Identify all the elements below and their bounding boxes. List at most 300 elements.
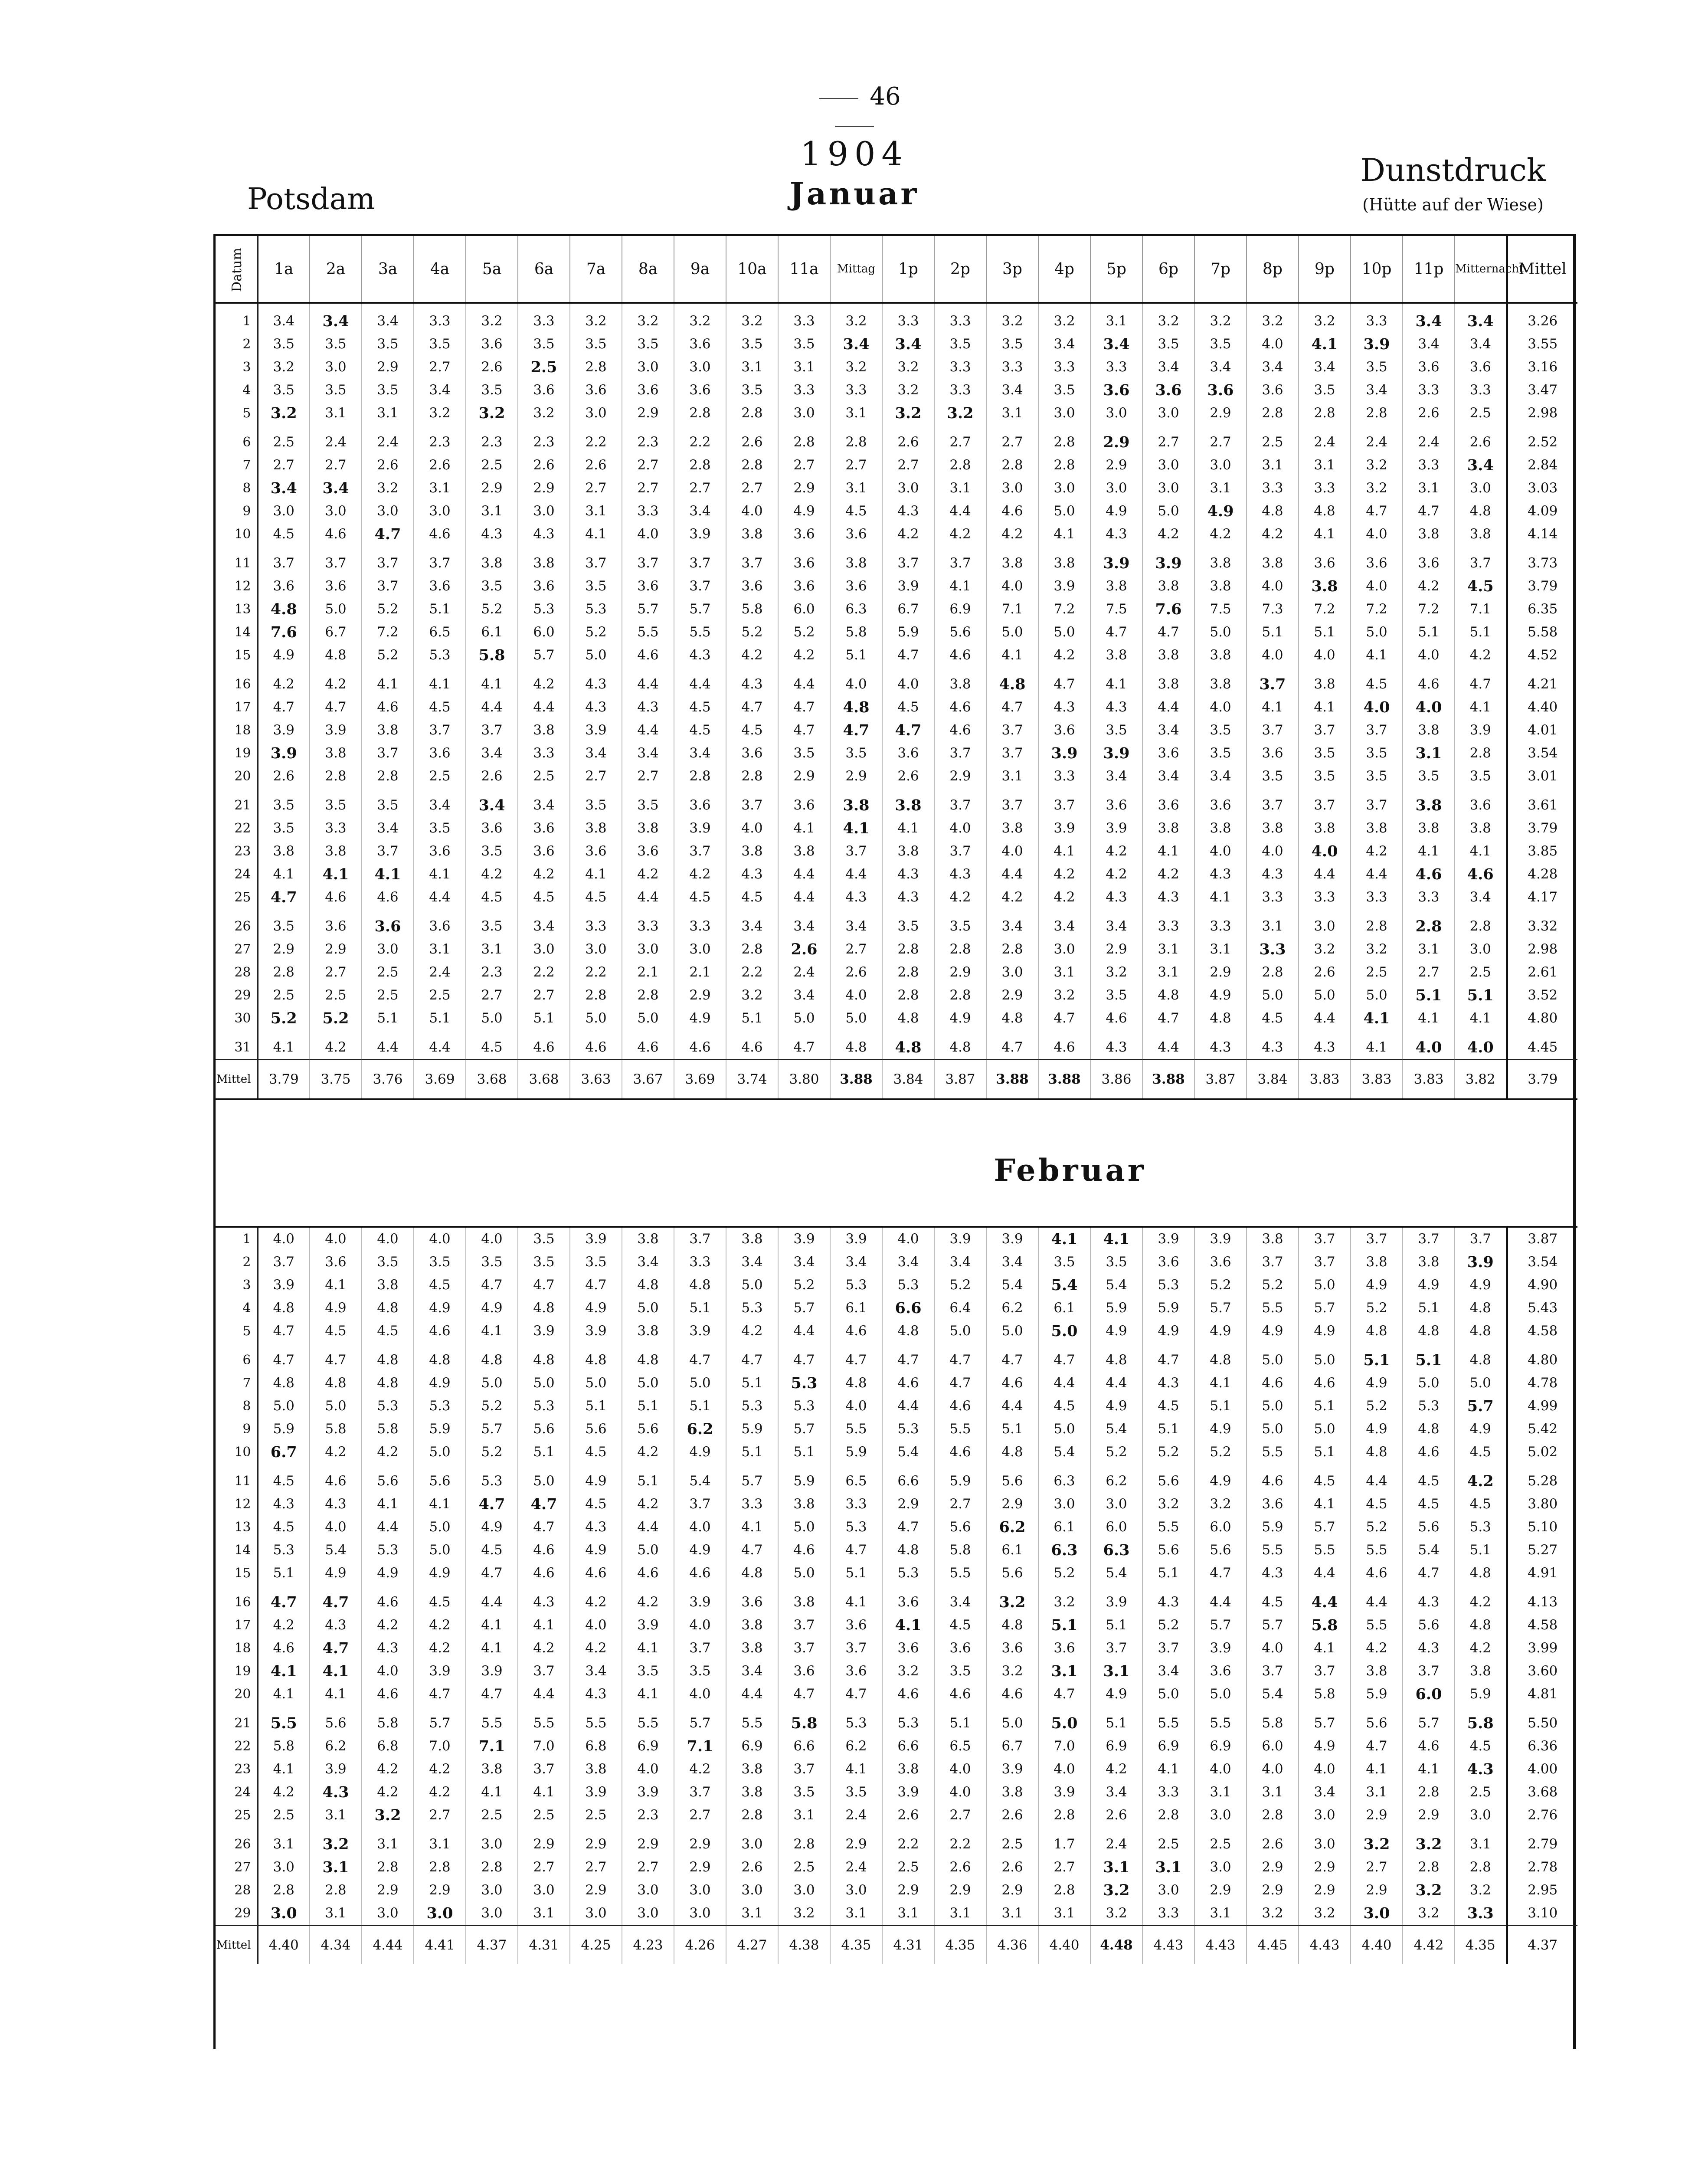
hourly-value: 4.9 xyxy=(1090,1320,1142,1343)
hourly-value: 5.2 xyxy=(362,644,414,667)
hourly-value: 3.7 xyxy=(1247,1660,1299,1683)
hourly-value: 5.1 xyxy=(1455,1539,1507,1562)
hourly-value: 4.1 xyxy=(1194,1372,1247,1395)
hourly-value: 4.0 xyxy=(1038,1758,1090,1781)
hourly-value: 4.8 xyxy=(986,1614,1038,1637)
day-label: 7 xyxy=(216,454,258,477)
hourly-value: 7.1 xyxy=(1455,598,1507,621)
hourly-value: 3.6 xyxy=(466,817,518,840)
hourly-value: 4.6 xyxy=(518,1539,570,1562)
hourly-value: 5.5 xyxy=(726,1706,778,1735)
hourly-value: 4.9 xyxy=(258,644,310,667)
hourly-value: 3.4 xyxy=(570,742,622,765)
hourly-value: 4.4 xyxy=(414,1030,466,1060)
hourly-value: 6.7 xyxy=(882,598,934,621)
hourly-value: 2.7 xyxy=(258,454,310,477)
header-hour xyxy=(1351,236,1403,303)
hourly-value: 4.0 xyxy=(1403,696,1455,719)
hourly-value: 3.6 xyxy=(1038,719,1090,742)
hourly-value: 3.8 xyxy=(1142,817,1194,840)
hourly-value: 3.6 xyxy=(1194,1251,1247,1274)
hourly-value: 4.8 xyxy=(1403,1418,1455,1441)
day-row xyxy=(216,1441,1577,1464)
hourly-value: 4.2 xyxy=(674,863,726,886)
day-label: 5 xyxy=(216,402,258,425)
hourly-value: 3.0 xyxy=(362,938,414,961)
daily-mean: 5.50 xyxy=(1507,1706,1577,1735)
hourly-value: 3.1 xyxy=(1038,1660,1090,1683)
hourly-value: 3.7 xyxy=(1351,1227,1403,1251)
hourly-value: 3.8 xyxy=(1194,575,1247,598)
hourly-value: 2.5 xyxy=(1142,1827,1194,1856)
hourly-value: 4.1 xyxy=(1299,696,1351,719)
hourly-value: 7.5 xyxy=(1090,598,1142,621)
day-row xyxy=(216,1227,1577,1251)
header-hour-label: 6p xyxy=(1158,260,1178,278)
hourly-value: 4.9 xyxy=(1142,1320,1194,1343)
hourly-value: 3.3 xyxy=(622,500,674,523)
hourly-value: 4.5 xyxy=(1403,1464,1455,1493)
hourly-value: 5.8 xyxy=(362,1706,414,1735)
hourly-value: 3.5 xyxy=(258,788,310,817)
hourly-value: 2.7 xyxy=(310,454,362,477)
hourly-value: 3.1 xyxy=(1194,1902,1247,1926)
hourly-value: 2.3 xyxy=(414,425,466,454)
hourly-value: 3.0 xyxy=(466,1827,518,1856)
hourly-value: 2.6 xyxy=(1299,961,1351,984)
hourly-value: 4.1 xyxy=(570,863,622,886)
daily-mean: 4.80 xyxy=(1507,1343,1577,1372)
hourly-value: 4.8 xyxy=(622,1274,674,1297)
hourly-value: 3.0 xyxy=(622,356,674,379)
hourly-value: 6.0 xyxy=(1247,1735,1299,1758)
hourly-value: 2.3 xyxy=(466,425,518,454)
hourly-value: 4.9 xyxy=(1090,1395,1142,1418)
hourly-value: 5.8 xyxy=(830,621,882,644)
hourly-mean: 3.76 xyxy=(362,1060,414,1100)
hourly-value: 2.9 xyxy=(622,1827,674,1856)
hourly-value: 3.8 xyxy=(726,1781,778,1804)
hourly-value: 3.7 xyxy=(1299,1227,1351,1251)
hourly-value: 5.2 xyxy=(310,1007,362,1030)
hourly-value: 5.4 xyxy=(1247,1683,1299,1706)
hourly-value: 4.9 xyxy=(414,1297,466,1320)
hourly-value: 4.5 xyxy=(570,886,622,909)
hourly-value: 3.2 xyxy=(1455,1879,1507,1902)
day-label: 20 xyxy=(216,765,258,788)
header-hour-label: 5p xyxy=(1106,260,1126,278)
hourly-value: 3.9 xyxy=(518,1320,570,1343)
hourly-value: 4.2 xyxy=(570,1585,622,1614)
hourly-value: 5.0 xyxy=(466,1372,518,1395)
hourly-value: 4.2 xyxy=(414,1637,466,1660)
hourly-value: 3.7 xyxy=(726,546,778,575)
hourly-value: 3.8 xyxy=(518,546,570,575)
hourly-value: 3.5 xyxy=(1247,765,1299,788)
hourly-value: 4.8 xyxy=(1455,500,1507,523)
hourly-value: 3.7 xyxy=(362,742,414,765)
hourly-value: 3.5 xyxy=(934,909,986,938)
hourly-value: 5.0 xyxy=(1038,500,1090,523)
daily-mean: 4.17 xyxy=(1507,886,1577,909)
hourly-value: 4.6 xyxy=(934,1395,986,1418)
hourly-value: 3.4 xyxy=(622,742,674,765)
hourly-value: 4.3 xyxy=(362,1637,414,1660)
hourly-value: 2.9 xyxy=(622,402,674,425)
hourly-value: 4.6 xyxy=(1403,667,1455,696)
hourly-value: 3.1 xyxy=(1090,1856,1142,1879)
day-row xyxy=(216,598,1577,621)
hourly-value: 4.0 xyxy=(1194,1758,1247,1781)
hourly-value: 3.7 xyxy=(570,546,622,575)
hourly-value: 3.1 xyxy=(1351,1781,1403,1804)
hourly-value: 2.9 xyxy=(986,1879,1038,1902)
day-row xyxy=(216,1706,1577,1735)
hourly-value: 7.2 xyxy=(1038,598,1090,621)
hourly-value: 6.0 xyxy=(1403,1683,1455,1706)
day-label: 13 xyxy=(216,1516,258,1539)
hourly-value: 3.4 xyxy=(830,909,882,938)
hourly-value: 2.8 xyxy=(1403,1856,1455,1879)
hourly-value: 3.6 xyxy=(1403,356,1455,379)
hourly-value: 4.7 xyxy=(466,1274,518,1297)
hourly-value: 5.6 xyxy=(1194,1539,1247,1562)
hourly-value: 4.1 xyxy=(258,1660,310,1683)
hourly-value: 4.9 xyxy=(1194,1320,1247,1343)
hourly-value: 4.9 xyxy=(570,1297,622,1320)
hourly-mean: 4.45 xyxy=(1247,1926,1299,1965)
hourly-value: 5.3 xyxy=(830,1516,882,1539)
hourly-value: 3.1 xyxy=(1142,1856,1194,1879)
hourly-value: 5.0 xyxy=(414,1539,466,1562)
day-row xyxy=(216,742,1577,765)
hourly-value: 6.7 xyxy=(258,1441,310,1464)
hourly-value: 3.9 xyxy=(1038,742,1090,765)
day-row xyxy=(216,402,1577,425)
hourly-value: 4.7 xyxy=(1403,1562,1455,1585)
hourly-value: 2.6 xyxy=(414,454,466,477)
hourly-value: 2.1 xyxy=(674,961,726,984)
hourly-value: 2.7 xyxy=(570,765,622,788)
hourly-value: 5.0 xyxy=(622,1539,674,1562)
hourly-value: 4.6 xyxy=(674,1030,726,1060)
hourly-value: 3.3 xyxy=(778,303,830,333)
hourly-value: 5.9 xyxy=(1351,1683,1403,1706)
hourly-value: 4.7 xyxy=(1038,1683,1090,1706)
hourly-value: 3.3 xyxy=(778,379,830,402)
hourly-value: 3.2 xyxy=(414,402,466,425)
hourly-value: 4.3 xyxy=(1142,1585,1194,1614)
hourly-value: 4.1 xyxy=(830,817,882,840)
hourly-value: 4.9 xyxy=(674,1441,726,1464)
hourly-value: 2.3 xyxy=(466,961,518,984)
hourly-value: 2.9 xyxy=(1194,402,1247,425)
daily-mean: 5.58 xyxy=(1507,621,1577,644)
hourly-value: 3.2 xyxy=(1090,961,1142,984)
hourly-value: 4.8 xyxy=(362,1297,414,1320)
hourly-value: 3.7 xyxy=(518,1660,570,1683)
hourly-value: 4.9 xyxy=(310,1562,362,1585)
hourly-value: 3.8 xyxy=(1455,1660,1507,1683)
hourly-value: 3.2 xyxy=(882,356,934,379)
hourly-value: 4.6 xyxy=(258,1637,310,1660)
hourly-value: 3.2 xyxy=(362,1804,414,1827)
hourly-value: 3.5 xyxy=(1194,742,1247,765)
hourly-value: 3.9 xyxy=(830,1227,882,1251)
hourly-value: 3.1 xyxy=(934,1902,986,1926)
hourly-value: 6.0 xyxy=(1090,1516,1142,1539)
hourly-value: 3.7 xyxy=(1455,1227,1507,1251)
hourly-value: 4.2 xyxy=(310,667,362,696)
hourly-value: 3.4 xyxy=(466,788,518,817)
hourly-value: 3.2 xyxy=(1038,303,1090,333)
hourly-value: 3.0 xyxy=(726,1827,778,1856)
hourly-value: 7.0 xyxy=(1038,1735,1090,1758)
hourly-value: 2.9 xyxy=(1194,1879,1247,1902)
hourly-value: 4.1 xyxy=(1351,1007,1403,1030)
hourly-value: 4.8 xyxy=(882,1030,934,1060)
hourly-value: 3.4 xyxy=(466,742,518,765)
hourly-value: 5.0 xyxy=(674,1372,726,1395)
hourly-value: 4.3 xyxy=(1247,1562,1299,1585)
hourly-value: 6.9 xyxy=(934,598,986,621)
hourly-value: 2.6 xyxy=(1403,402,1455,425)
hourly-value: 3.8 xyxy=(1038,546,1090,575)
day-label: 28 xyxy=(216,1879,258,1902)
hourly-value: 3.0 xyxy=(1090,1493,1142,1516)
hourly-value: 4.7 xyxy=(1142,621,1194,644)
hourly-value: 4.9 xyxy=(1403,1274,1455,1297)
hourly-value: 3.1 xyxy=(1194,1781,1247,1804)
hourly-value: 4.6 xyxy=(414,523,466,546)
day-label: 6 xyxy=(216,425,258,454)
hourly-value: 3.3 xyxy=(1247,886,1299,909)
hourly-value: 4.2 xyxy=(1455,1464,1507,1493)
hourly-mean: 3.75 xyxy=(310,1060,362,1100)
hourly-value: 3.5 xyxy=(622,333,674,356)
hourly-value: 4.8 xyxy=(310,644,362,667)
hourly-value: 4.3 xyxy=(882,500,934,523)
daily-mean: 3.54 xyxy=(1507,742,1577,765)
hourly-value: 3.5 xyxy=(518,1251,570,1274)
hourly-value: 5.3 xyxy=(778,1372,830,1395)
hourly-value: 2.5 xyxy=(882,1856,934,1879)
hourly-value: 5.8 xyxy=(1455,1706,1507,1735)
hourly-value: 3.0 xyxy=(258,1902,310,1926)
hourly-value: 4.0 xyxy=(362,1227,414,1251)
hourly-value: 3.5 xyxy=(258,817,310,840)
day-row xyxy=(216,1274,1577,1297)
hourly-value: 6.2 xyxy=(986,1297,1038,1320)
hourly-value: 3.4 xyxy=(882,1251,934,1274)
hourly-value: 5.0 xyxy=(570,1372,622,1395)
hourly-value: 3.7 xyxy=(674,1493,726,1516)
hourly-value: 2.9 xyxy=(570,1827,622,1856)
hourly-value: 4.3 xyxy=(934,863,986,886)
hourly-value: 2.6 xyxy=(466,356,518,379)
hourly-value: 5.0 xyxy=(518,1464,570,1493)
hourly-value: 4.3 xyxy=(622,696,674,719)
day-label: 27 xyxy=(216,938,258,961)
hourly-value: 3.1 xyxy=(310,1856,362,1879)
hourly-value: 3.0 xyxy=(1455,938,1507,961)
header-hour-label: 5a xyxy=(482,260,502,278)
hourly-value: 2.8 xyxy=(570,984,622,1007)
hourly-value: 5.8 xyxy=(778,1706,830,1735)
hourly-value: 3.0 xyxy=(1038,1493,1090,1516)
day-label: 27 xyxy=(216,1856,258,1879)
hourly-value: 5.1 xyxy=(570,1395,622,1418)
hourly-value: 5.9 xyxy=(830,1441,882,1464)
hourly-value: 4.5 xyxy=(934,1614,986,1637)
hourly-value: 3.8 xyxy=(726,523,778,546)
hourly-value: 4.6 xyxy=(310,523,362,546)
hourly-value: 3.6 xyxy=(622,840,674,863)
hourly-value: 2.5 xyxy=(466,1804,518,1827)
hourly-value: 2.7 xyxy=(934,1804,986,1827)
day-row xyxy=(216,1902,1577,1926)
header-hour xyxy=(362,236,414,303)
hourly-value: 4.0 xyxy=(934,817,986,840)
hourly-value: 2.8 xyxy=(1038,1804,1090,1827)
hourly-value: 3.7 xyxy=(830,840,882,863)
hourly-value: 3.5 xyxy=(570,788,622,817)
hourly-value: 6.0 xyxy=(518,621,570,644)
hourly-value: 4.3 xyxy=(570,1516,622,1539)
hourly-value: 5.9 xyxy=(1142,1297,1194,1320)
header-hour-label: 1a xyxy=(274,260,294,278)
hourly-value: 3.1 xyxy=(414,938,466,961)
hourly-value: 5.2 xyxy=(258,1007,310,1030)
day-label: 3 xyxy=(216,356,258,379)
hourly-value: 3.8 xyxy=(466,1758,518,1781)
hourly-value: 3.8 xyxy=(726,1227,778,1251)
hourly-value: 4.7 xyxy=(726,1539,778,1562)
header-hour-label: 11a xyxy=(789,260,819,278)
hourly-value: 3.6 xyxy=(414,742,466,765)
hourly-value: 3.5 xyxy=(1351,742,1403,765)
hourly-value: 3.1 xyxy=(362,1827,414,1856)
hourly-value: 2.8 xyxy=(726,402,778,425)
hourly-value: 2.8 xyxy=(1403,909,1455,938)
hourly-value: 6.9 xyxy=(726,1735,778,1758)
hourly-value: 4.9 xyxy=(1299,1735,1351,1758)
daily-mean: 2.98 xyxy=(1507,938,1577,961)
hourly-value: 3.7 xyxy=(986,788,1038,817)
hourly-value: 3.6 xyxy=(726,742,778,765)
hourly-value: 3.0 xyxy=(1299,1804,1351,1827)
hourly-value: 4.4 xyxy=(362,1030,414,1060)
hourly-value: 3.6 xyxy=(726,1585,778,1614)
hourly-value: 4.4 xyxy=(622,886,674,909)
hourly-value: 2.9 xyxy=(674,984,726,1007)
header-hour-label: 10a xyxy=(737,260,767,278)
daily-mean: 3.54 xyxy=(1507,1251,1577,1274)
hourly-value: 4.9 xyxy=(1351,1372,1403,1395)
hourly-value: 3.7 xyxy=(1038,788,1090,817)
hourly-value: 2.4 xyxy=(1299,425,1351,454)
hourly-value: 5.4 xyxy=(1038,1441,1090,1464)
hourly-value: 3.0 xyxy=(1038,938,1090,961)
day-label: 29 xyxy=(216,984,258,1007)
hourly-mean: 4.35 xyxy=(934,1926,986,1965)
hourly-value: 2.4 xyxy=(414,961,466,984)
hourly-value: 3.2 xyxy=(1299,303,1351,333)
hourly-value: 2.7 xyxy=(778,454,830,477)
hourly-value: 2.5 xyxy=(258,984,310,1007)
day-label: 26 xyxy=(216,1827,258,1856)
hourly-value: 5.0 xyxy=(986,1320,1038,1343)
hourly-value: 3.4 xyxy=(1299,356,1351,379)
header-hour xyxy=(882,236,934,303)
hourly-value: 4.9 xyxy=(934,1007,986,1030)
hourly-value: 3.7 xyxy=(1299,1251,1351,1274)
hourly-value: 3.2 xyxy=(674,303,726,333)
day-row xyxy=(216,575,1577,598)
hourly-value: 4.9 xyxy=(1194,1418,1247,1441)
hourly-value: 4.2 xyxy=(1247,523,1299,546)
hourly-value: 4.2 xyxy=(622,1441,674,1464)
hourly-value: 5.8 xyxy=(310,1418,362,1441)
hourly-value: 4.1 xyxy=(934,575,986,598)
hourly-value: 5.4 xyxy=(310,1539,362,1562)
hourly-value: 5.1 xyxy=(362,1007,414,1030)
day-row xyxy=(216,454,1577,477)
hourly-value: 5.2 xyxy=(1351,1395,1403,1418)
hourly-value: 5.2 xyxy=(778,1274,830,1297)
hourly-value: 4.4 xyxy=(830,863,882,886)
hourly-value: 4.8 xyxy=(830,1030,882,1060)
hourly-value: 5.0 xyxy=(934,1320,986,1343)
hourly-value: 3.4 xyxy=(726,909,778,938)
hourly-value: 5.1 xyxy=(1403,1297,1455,1320)
hourly-value: 2.6 xyxy=(362,454,414,477)
hourly-value: 2.8 xyxy=(778,1827,830,1856)
daily-mean: 4.09 xyxy=(1507,500,1577,523)
hourly-value: 4.1 xyxy=(414,667,466,696)
hourly-value: 3.4 xyxy=(622,1251,674,1274)
hourly-value: 4.2 xyxy=(310,1030,362,1060)
day-label: 2 xyxy=(216,333,258,356)
hourly-value: 4.8 xyxy=(1351,1320,1403,1343)
hourly-value: 4.3 xyxy=(518,523,570,546)
daily-mean: 3.32 xyxy=(1507,909,1577,938)
hourly-value: 3.4 xyxy=(726,1660,778,1683)
january-table xyxy=(216,236,1577,1100)
hourly-value: 3.2 xyxy=(1194,1493,1247,1516)
header-hour xyxy=(726,236,778,303)
hourly-value: 5.8 xyxy=(934,1539,986,1562)
day-label: 10 xyxy=(216,1441,258,1464)
hourly-value: 4.6 xyxy=(362,1585,414,1614)
hourly-value: 4.1 xyxy=(310,1660,362,1683)
hourly-value: 3.8 xyxy=(1403,817,1455,840)
month-title-february: Februar xyxy=(994,1152,1146,1188)
hourly-value: 5.0 xyxy=(570,1007,622,1030)
hourly-value: 2.8 xyxy=(1142,1804,1194,1827)
hourly-value: 4.4 xyxy=(1299,1585,1351,1614)
hourly-value: 3.5 xyxy=(1142,333,1194,356)
day-label: 12 xyxy=(216,1493,258,1516)
hourly-value: 4.4 xyxy=(1299,863,1351,886)
hourly-value: 4.0 xyxy=(1247,840,1299,863)
hourly-value: 4.4 xyxy=(362,1516,414,1539)
data-frame xyxy=(213,234,1576,2049)
hourly-value: 4.6 xyxy=(830,1320,882,1343)
hourly-value: 3.7 xyxy=(674,840,726,863)
hourly-value: 4.7 xyxy=(778,1343,830,1372)
hourly-value: 4.2 xyxy=(258,1781,310,1804)
